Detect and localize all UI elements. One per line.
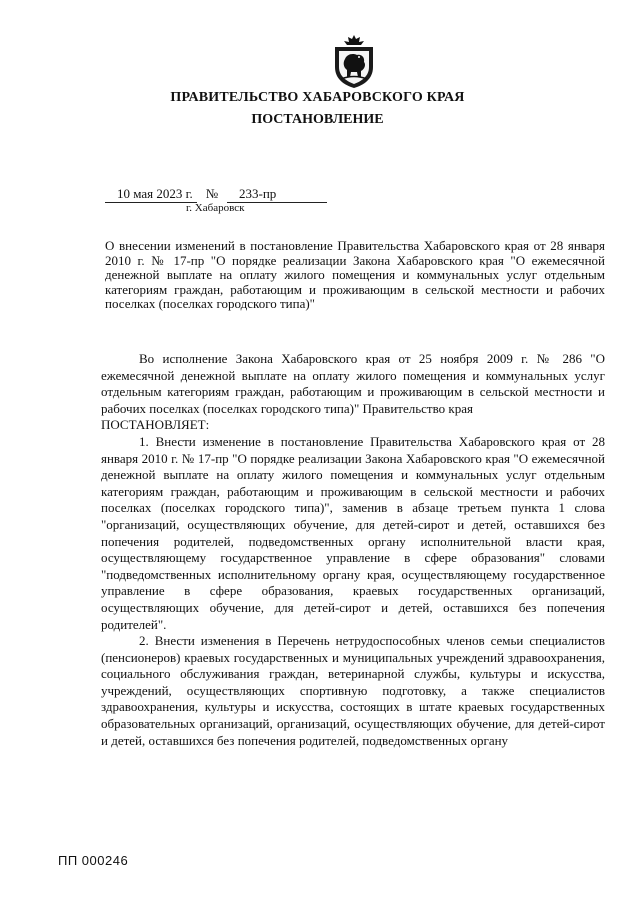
document-type: ПОСТАНОВЛЕНИЕ xyxy=(251,112,384,127)
item-2-paragraph: 2. Внести изменения в Перечень нетрудоспособных членов семьи специалистов (пенсионеров) краевых государственных и муниципальных учреждений здравоохранения, социального обслуживания граждан, ветеринарной службы, культуры и искусства, учреждений, осуществляющих спортивную подготовку, а также специалистов здравоохранения, культуры и искусства, состоящих в штате краевых государственных образовательных организаций, организаций, осуществляющих обучение, для детей-сирот и детей, оставшихся без попечения родителей, подведомственных органу xyxy=(101,633,605,748)
coat-of-arms-icon xyxy=(331,33,377,89)
form-code: ПП 000246 xyxy=(58,853,129,868)
date-number-line xyxy=(105,186,327,203)
resolves-heading: ПОСТАНОВЛЯЕТ: xyxy=(101,417,210,433)
item-1-paragraph: 1. Внести изменение в постановление Правительства Хабаровского края от 28 января 2010 г. № 17-пр "О порядке реализации Закона Хабаровского края "О ежемесячной денежной выплате на оплату жилого помещения и коммунальных услуг отдельным категориям граждан, работающим и проживающим в сельской местности и рабочих поселках (поселках городского типа)", заменив в абзаце третьем пункта 1 слова "организаций, осуществляющих обучение, для детей-сирот и детей, оставшихся без попечения родителей, подведомственных органу исполнительной власти края, осуществляющему государственное управление в сфере образования" словами "подведомственных исполнительному органу края, осуществляющему государственное управление в сфере образования, краевых государственных организаций, осуществляющих обучение, для детей-сирот и детей, оставшихся без попечения родителей". xyxy=(101,433,605,632)
document-subject: О внесении изменений в постановление Правительства Хабаровского края от 28 января 2010 г. № 17-пр "О порядке реализации Закона Хабаровского края "О ежемесячной денежной выплате на оплату жилого помещения и коммунальных услуг отдельным категориям граждан, работающим и проживающим в сельской местности и рабочих поселках (поселках городского типа)" xyxy=(105,238,605,311)
document-city: г. Хабаровск xyxy=(186,202,245,214)
preamble-paragraph: Во исполнение Закона Хабаровского края от 25 ноября 2009 г. № 286 "О ежемесячной денежной выплате на оплату жилого помещения и коммунальных услуг отдельным категориям граждан, работающим и проживающим в сельской местности и рабочих поселках (поселках городского типа)" Правительство края xyxy=(101,351,605,416)
organization-title: ПРАВИТЕЛЬСТВО ХАБАРОВСКОГО КРАЯ xyxy=(170,90,465,105)
document-number: 233-пр xyxy=(227,186,327,203)
document-date: 10 мая 2023 г. xyxy=(105,186,197,203)
document-body xyxy=(101,351,605,749)
number-sign: № xyxy=(205,186,219,201)
